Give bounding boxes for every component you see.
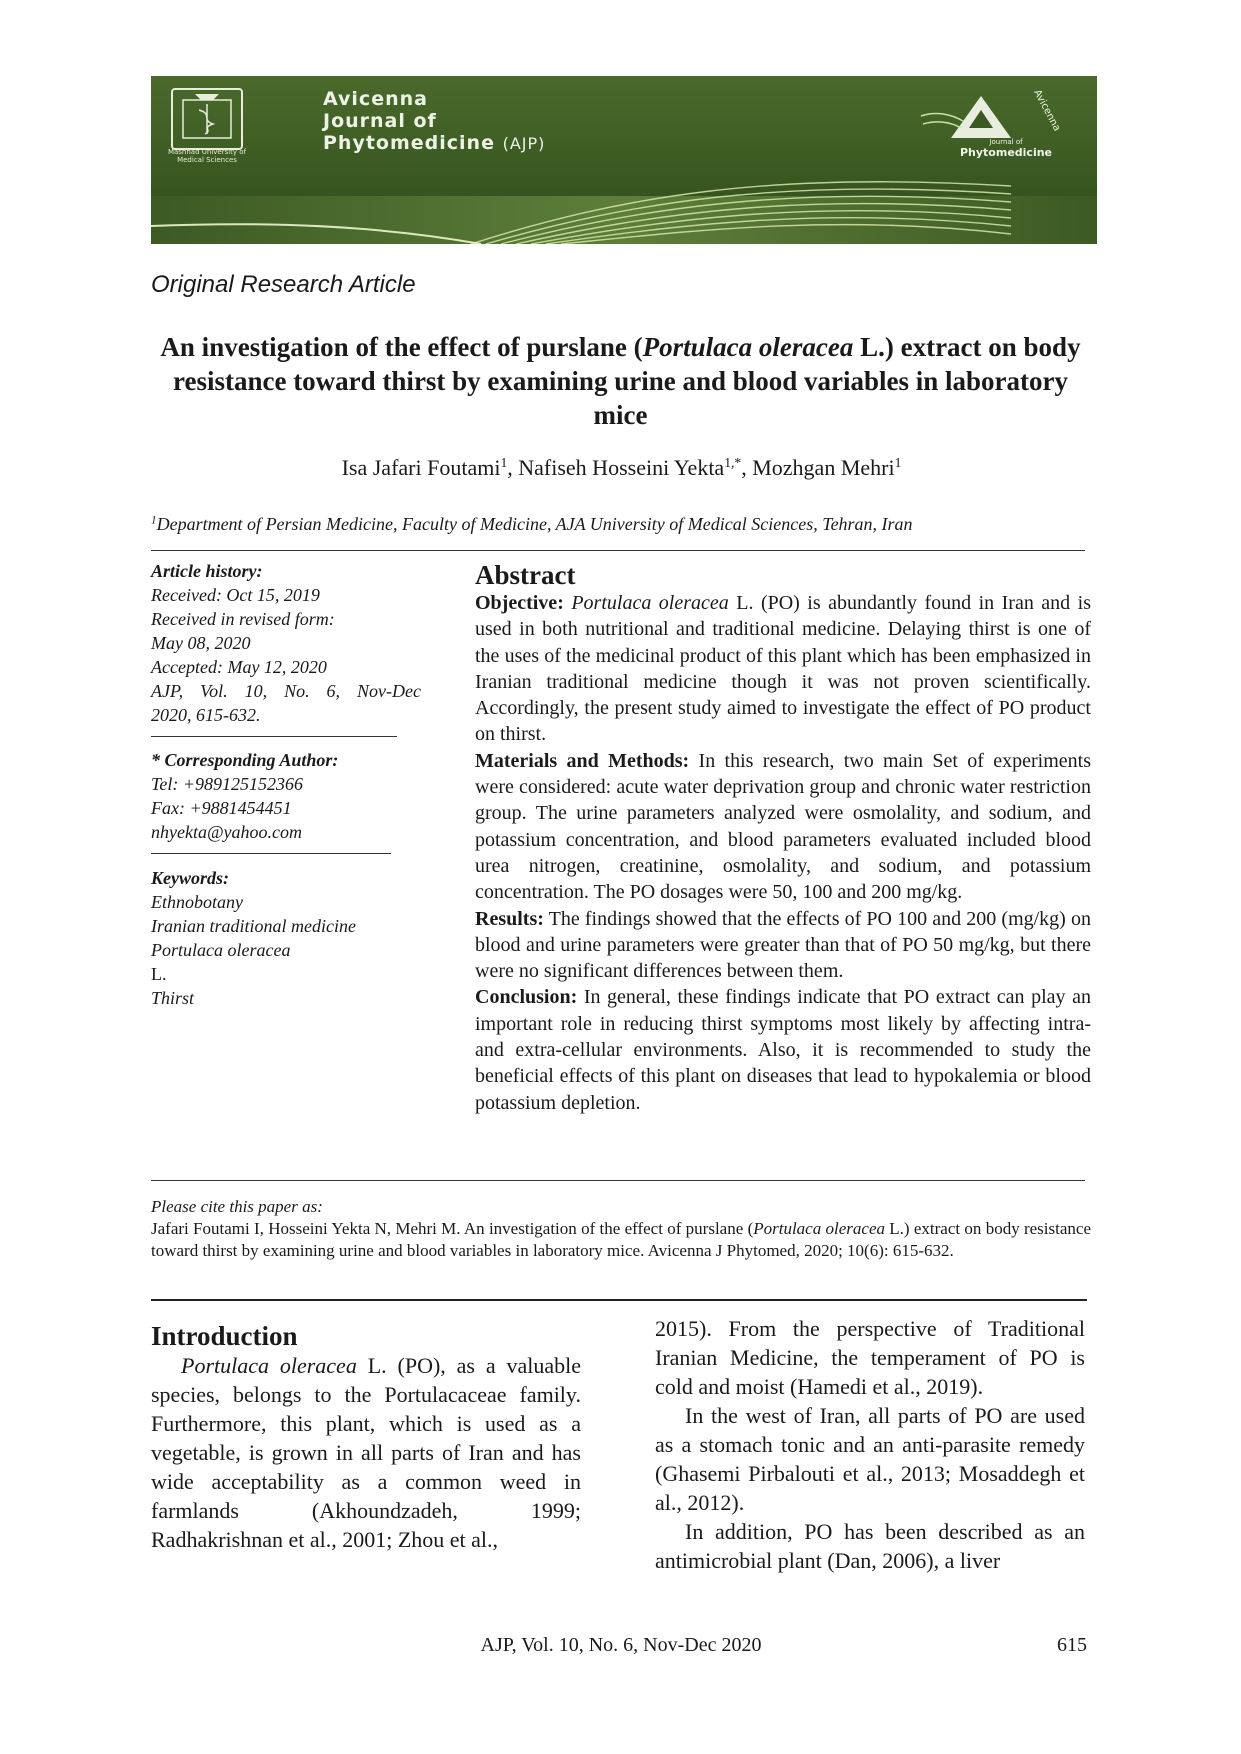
abstract-results: Results: The findings showed that the effects of PO 100 and 200 (mg/kg) on blood and urine parameters were greater than that of PO 50 mg/kg, but there were no significant differences between them. bbox=[475, 907, 1091, 983]
author-name: Isa Jafari Foutami bbox=[341, 455, 501, 480]
revised-label: Received in revised form: bbox=[151, 609, 335, 629]
sidebar-divider bbox=[151, 853, 391, 854]
revised-date: May 08, 2020 bbox=[151, 633, 251, 653]
abstract-conclusion: Conclusion: In general, these findings indicate that PO extract can play an important role in reducing thirst symptoms most likely by affecting intra- and extra-cellular environments. Also, it is recommended to study the beneficial effects of this plant on diseases that lead to hypokalemia or blood potassium depletion. bbox=[475, 986, 1091, 1114]
body-paragraph: In addition, PO has been described as an antimicrobial plant (Dan, 2006), a liver bbox=[655, 1519, 1085, 1573]
keyword: Iranian traditional medicine bbox=[151, 916, 356, 936]
journal-banner bbox=[151, 76, 1097, 244]
author-list: Isa Jafari Foutami$^1$, Nafiseh Hosseini Yekta$^{1,*}$, Mozhgan Mehri$^1$ bbox=[341, 454, 902, 480]
university-logo-text: Mashhad University of Medical Sciences bbox=[167, 148, 247, 164]
body-paragraph: 2015). From the perspective of Traditional Iranian Medicine, the temperament of PO is cold and moist (Hamedi et al., 2019). bbox=[655, 1316, 1085, 1399]
journal-name-line3: Phytomedicine (AJP) bbox=[323, 132, 546, 154]
article-history bbox=[151, 559, 421, 727]
header-divider bbox=[151, 550, 1085, 551]
corresponding-tel: Tel: +989125152366 bbox=[151, 774, 303, 794]
affiliation: $^1$Department of Persian Medicine, Faculty of Medicine, AJA University of Medical Sciences, Tehran, Iran bbox=[151, 514, 913, 534]
abstract-divider bbox=[151, 1180, 1085, 1181]
author-name: Mozhgan Mehri bbox=[752, 455, 895, 480]
keywords-heading: Keywords: bbox=[151, 868, 229, 888]
citation-block: Please cite this paper as: Jafari Foutami I, Hosseini Yekta N, Mehri M. An investigation of the effect of purslane (Portulaca oleracea L.) extract on body resistance toward thirst by examining urine and blood variables in laboratory mice. Avicenna J Phytomed, 2020; 10(6): 615-632. bbox=[151, 1197, 1091, 1260]
journal-citation-line: 2020, 615-632. bbox=[151, 705, 261, 725]
abstract-objective: Objective: Portulaca oleracea L. (PO) is abundantly found in Iran and is used in both nutritional and traditional medicine. Delaying thirst is one of the uses of the medicinal product of this plant which has been emphasized in Iranian traditional medicine though it was not proven scientifically. Accordingly, the present study aimed to investigate the effect of PO product on thirst. bbox=[475, 592, 1091, 746]
journal-name-line2: Journal of bbox=[323, 110, 437, 132]
corresponding-heading: * Corresponding Author: bbox=[151, 750, 339, 770]
footer-journal-info: AJP, Vol. 10, No. 6, Nov-Dec 2020 bbox=[480, 1634, 762, 1656]
citation-lead: Please cite this paper as: bbox=[151, 1197, 323, 1216]
banner-swoosh-graphic bbox=[151, 76, 1097, 244]
keywords bbox=[151, 866, 421, 1010]
article-history-heading: Article history: bbox=[151, 561, 263, 581]
keyword: Ethnobotany bbox=[151, 892, 243, 912]
body-paragraph: Portulaca oleracea L. (PO), as a valuable species, belongs to the Portulacaceae family. Furthermore, this plant, which is used as a vegetable, is grown in all parts of Iran and has wide acceptability as a common weed in farmlands (Akhoundzadeh, 1999; Radhakrishnan et al., 2001; Zhou et al., bbox=[151, 1353, 581, 1552]
keyword: Thirst bbox=[151, 988, 195, 1008]
title-species: Portulaca oleracea bbox=[642, 332, 854, 362]
article-type: Original Research Article bbox=[151, 271, 416, 298]
journal-citation-line: AJP, Vol. 10, No. 6, Nov-Dec bbox=[151, 681, 421, 701]
journal-abbreviation: (AJP) bbox=[502, 134, 546, 153]
introduction-heading: Introduction bbox=[151, 1321, 298, 1351]
received-date: Received: Oct 15, 2019 bbox=[151, 585, 320, 605]
body-column-right bbox=[655, 1314, 1085, 1575]
journal-name-line1: Avicenna bbox=[323, 88, 428, 110]
journal-logo-vertical-text: Avicenna bbox=[1031, 88, 1063, 134]
keyword: Portulaca oleracea L. bbox=[151, 940, 291, 984]
author-name: Nafiseh Hosseini Yekta bbox=[518, 455, 725, 480]
citation-divider bbox=[151, 1299, 1087, 1301]
corresponding-fax: Fax: +9881454451 bbox=[151, 798, 292, 818]
sidebar-divider bbox=[151, 736, 397, 737]
body-paragraph: In the west of Iran, all parts of PO are used as a stomach tonic and an anti-parasite remedy (Ghasemi Pirbalouti et al., 2013; Mosaddegh et al., 2012). bbox=[655, 1403, 1085, 1515]
corresponding-email[interactable]: nhyekta@yahoo.com bbox=[151, 822, 303, 842]
article-title: An investigation of the effect of purslane (Portulaca oleracea L.) extract on body resistance toward thirst by examining urine and blood variables in laboratory mice bbox=[160, 332, 1081, 430]
corresponding-author bbox=[151, 748, 421, 844]
journal-logo-text: Journal of Phytomedicine bbox=[959, 138, 1053, 159]
accepted-date: Accepted: May 12, 2020 bbox=[151, 657, 327, 677]
university-logo bbox=[171, 88, 243, 150]
abstract-heading: Abstract bbox=[475, 560, 576, 590]
body-column-left bbox=[151, 1351, 581, 1554]
page-number: 615 bbox=[1057, 1634, 1087, 1656]
abstract-methods: Materials and Methods: In this research, two main Set of experiments were considered: acute water deprivation group and chronic water restriction group. The urine parameters analyzed were osmolality, and sodium, and potassium concentration, and blood parameters evaluated included blood urea nitrogen, creatinine, osmolality, and sodium, and potassium concentration. The PO dosages were 50, 100 and 200 mg/kg. bbox=[475, 749, 1091, 904]
abstract-body bbox=[475, 590, 1091, 1116]
